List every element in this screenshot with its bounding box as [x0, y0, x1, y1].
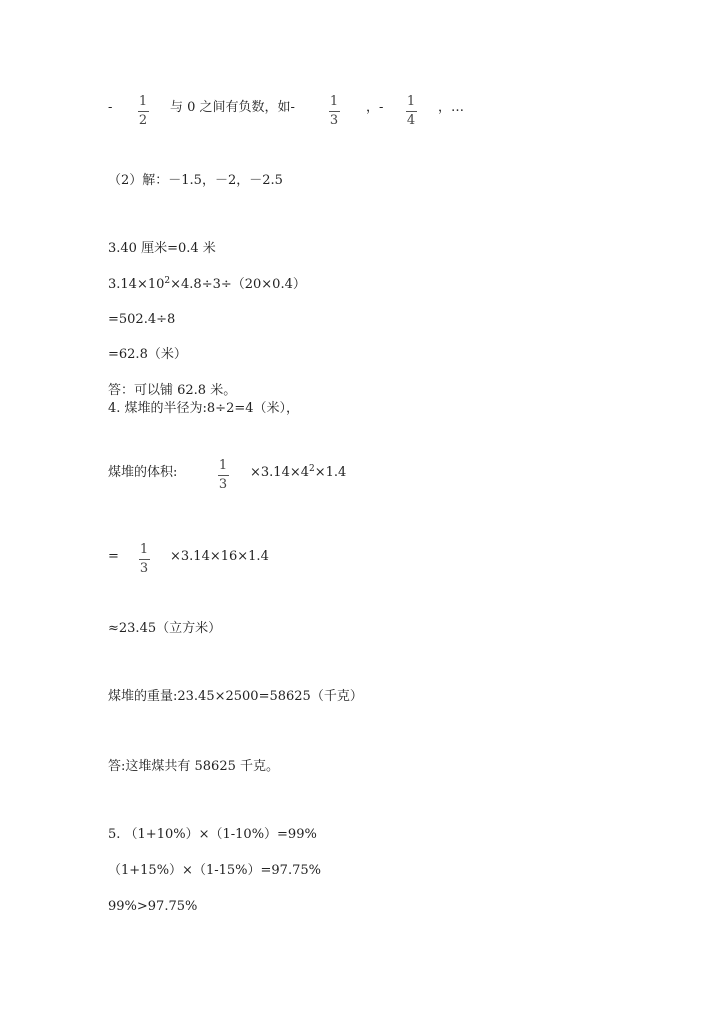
fraction-one-half	[136, 95, 150, 128]
fraction-bar	[329, 111, 340, 112]
numerator: 1	[329, 94, 339, 109]
item-5-line-2: （1+15%）×（1-15%）=97.75%	[108, 863, 321, 878]
item-5-comparison: 99%>97.75%	[108, 899, 198, 914]
volume-label: 煤堆的体积:	[108, 465, 178, 480]
fraction-one-quarter	[404, 95, 418, 128]
expr-part-b: ×1.4	[314, 465, 347, 480]
expr-part-a: 3.14×10	[108, 277, 165, 292]
volume-expression	[250, 464, 346, 482]
solution-2: （2）解：－1.5，－2，－2.5	[108, 173, 283, 188]
item-3-expression	[108, 276, 306, 294]
denominator: 4	[406, 113, 416, 128]
item-4-radius: 4. 煤堆的半径为:8÷2=4（米），	[108, 401, 300, 416]
fraction-one-third	[216, 459, 230, 492]
item-5-line-1: 5. （1+10%）×（1-10%）=99%	[108, 827, 317, 842]
item-4-answer: 答:这堆煤共有 58625 千克。	[108, 759, 279, 774]
numerator: 1	[218, 458, 228, 473]
fraction-one-third	[137, 543, 151, 576]
expr-part-b: ×4.8÷3÷（20×0.4）	[170, 277, 306, 292]
volume-result: ≈23.45（立方米）	[108, 621, 222, 636]
ellipsis: ，…	[438, 100, 465, 115]
fraction-bar	[218, 475, 229, 476]
numerator: 1	[406, 94, 416, 109]
volume-step: ×3.14×16×1.4	[170, 549, 269, 564]
denominator: 3	[139, 561, 149, 576]
expr-part-a: ×3.14×4	[250, 465, 310, 480]
exponent: 2	[309, 464, 315, 474]
numerator: 1	[139, 542, 149, 557]
denominator: 3	[218, 477, 228, 492]
item-3-step-1: =502.4÷8	[108, 312, 176, 327]
weight-calculation: 煤堆的重量:23.45×2500=58625（千克）	[108, 689, 363, 704]
fraction-bar	[139, 559, 150, 560]
fraction-bar	[138, 111, 149, 112]
denominator: 2	[138, 113, 148, 128]
exponent: 2	[164, 276, 171, 286]
fraction-one-third	[327, 95, 341, 128]
item-3-step-2: =62.8（米）	[108, 347, 187, 362]
fraction-bar	[406, 111, 417, 112]
item-3-answer: 答：可以铺 62.8 米。	[108, 383, 237, 398]
denominator: 3	[329, 113, 339, 128]
numerator: 1	[138, 94, 148, 109]
equals-sign: =	[108, 549, 119, 564]
item-3-conversion: 3.40 厘米=0.4 米	[108, 241, 216, 256]
line-1-text: 与 0 之间有负数，如-	[170, 100, 295, 115]
minus-sign: -	[108, 100, 113, 115]
separator: ，-	[366, 100, 384, 115]
